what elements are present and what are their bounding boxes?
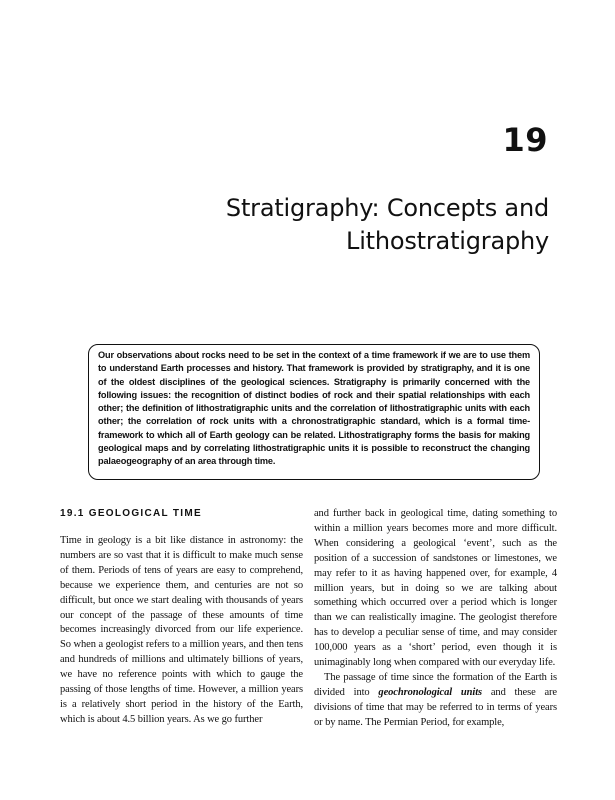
chapter-title-line-2: Lithostratigraphy	[346, 227, 549, 255]
chapter-title	[69, 192, 549, 258]
body-paragraph-2	[314, 671, 557, 731]
chapter-abstract-box	[88, 344, 540, 480]
chapter-title-line-1: Stratigraphy: Concepts and	[225, 194, 549, 222]
chapter-abstract-text: Our observations about rocks need to be set in the context of a time framework if we are to use them to understand Earth processes and history. That framework is provided by stratigraphy, and it is one of the oldest disciplines of the geological sciences. Stratigraphy is primarily concerned with the following issues: the recognition of distinct bodies of rock and their spatial relationships with each other; the definition of lithostratigraphic units and the correlation of lithostratigraphic units with each other; the correlation of rock units with a chronostratigraphic standard, which is a formal time-framework to which all of Earth geology can be related. Lithostratigraphy forms the basis for making geological maps and by correlating lithostratigraphic units it is possible to reconstruct the changing palaeogeography of an area through time.	[98, 350, 530, 467]
text-column-right	[314, 507, 557, 731]
paragraph-2-trailing-text: and these are divisions of time that may be referred to in terms of years or by name. The Permian Period, for example,	[314, 686, 557, 728]
body-paragraph-1-continued: and further back in geological time, dating something to within a million years becomes more and more difficult. When considering a geological ‘event’, such as the position of a succession of sandstones or limestones, we may refer to it as having happened over, for example, 4 million years, but in doing so we are talking about something which occurred over a period which is longer than we can realistically imagine. The geologist therefore has to develop a peculiar sense of time, and may consider 100,000 years as a ‘short’ period, even though it is unimaginably long when compared with our everyday life.	[314, 508, 557, 669]
key-term-geochronological-units: geochronological units	[378, 686, 483, 698]
paragraph-2-lead-text: The passage of time since the formation of the Earth is divided into	[314, 671, 557, 698]
text-column-left	[60, 507, 303, 728]
body-paragraph-1: Time in geology is a bit like distance in astronomy: the numbers are so vast that it is difficult to make much sense of them. Periods of tens of years are easy to comprehend, because we experience them, and centuries are not so difficult, but once we start dealing with thousands of years our concept of the passage of these amounts of time becomes increasingly divorced from our life experience. So when a geologist refers to a million years, and then tens and hundreds of millions and ultimately billions of years, we have no reference points with which to gauge the passing of those lengths of time. However, a million years is a relatively short period in the history of the Earth, which is about 4.5 billion years. As we go further	[60, 535, 303, 725]
section-heading: 19.1 GEOLOGICAL TIME	[60, 508, 202, 519]
chapter-number: 19	[502, 121, 548, 159]
